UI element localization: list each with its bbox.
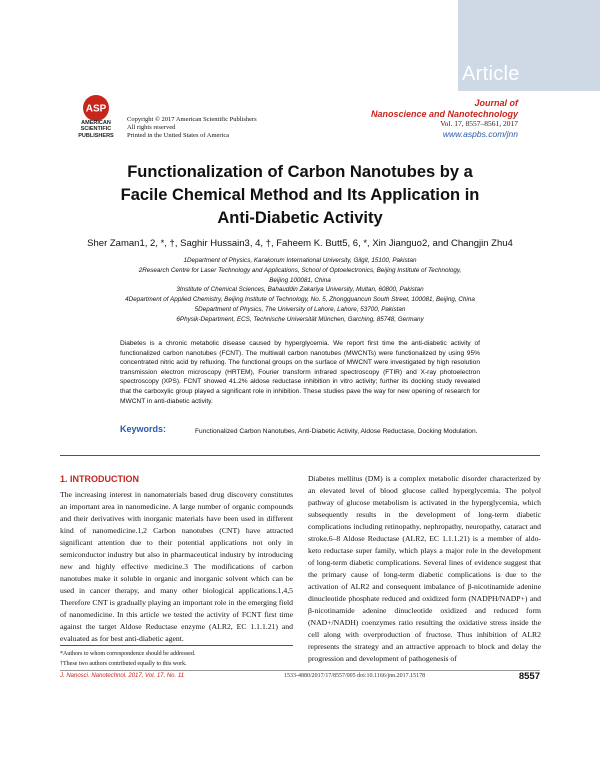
article-type-tab	[458, 0, 600, 91]
title-line: Functionalization of Carbon Nanotubes by a	[127, 163, 473, 181]
author-list: Sher Zaman1, 2, *, †, Saghir Hussain3, 4, †, Faheem K. Butt5, 6, *, Xin Jianguo2, and Changjin Zhu4	[87, 238, 513, 249]
affiliation-line: 1Department of Physics, Karakorum International University, Gilgit, 15100, Pakistan	[183, 257, 417, 264]
affiliation-line: 5Department of Physics, The University of Lahore, Lahore, 53700, Pakistan	[194, 305, 406, 313]
footnote-correspondence: *Authors to whom correspondence should be addressed.	[60, 651, 196, 657]
affiliation-line: Beijing 100081, China	[269, 276, 331, 284]
logo-text: ASP	[85, 103, 107, 115]
footer-doi: 1533-4880/2017/17/8557/005 doi:10.1166/jnn.2017.15178	[284, 673, 426, 679]
article-type-label: Article	[462, 63, 520, 85]
volume-info: Vol. 17, 8557–8561, 2017	[440, 119, 518, 128]
footer-divider	[60, 670, 540, 671]
copyright-notice	[127, 116, 257, 140]
publisher-name: AMERICAN SCIENTIFIC PUBLISHERS	[78, 120, 114, 139]
section-divider	[60, 455, 540, 456]
journal-url-link[interactable]: www.aspbs.com/jnn	[442, 129, 518, 139]
journal-name-line1: Journal of	[474, 98, 518, 108]
footer-citation: J. Nanosci. Nanotechnol. 2017, Vol. 17, No. 11	[60, 673, 185, 679]
journal-name-line2: Nanoscience and Nanotechnology	[370, 108, 518, 119]
copyright-line: Copyright © 2017 American Scientific Publishers	[127, 116, 257, 123]
affiliation-line: 3Institute of Chemical Sciences, Bahauddin Zakariya University, Multan, 60800, Pakistan	[176, 286, 424, 294]
left-column	[60, 473, 293, 645]
keywords-text: Functionalized Carbon Nanotubes, Anti-Diabetic Activity, Aldose Reductase, Docking Modulation.	[195, 428, 478, 435]
keywords-label: Keywords:	[120, 424, 167, 434]
affiliation-line: 4Department of Applied Chemistry, Beijing Institute of Technology, No. 5, Zhongguancun South Street, 100081, Beijing, China	[125, 296, 475, 304]
title-line: Anti-Diabetic Activity	[217, 209, 383, 227]
rights-line: All rights reserved	[127, 124, 176, 131]
intro-paragraph-left: The increasing interest in nanomaterials based drug discovery constitutes an important area in nanomedicine. A large number of organic compounds and their derivatives with inorganic materials have been used in different kind of nanomedicine.1,2 Carbon nanotubes (CNT) have attracted significant attention due to their potential applications not only in semiconductor industry but also in pharmaceutical industry by introducing new and highly effective medicine.3 The modifications of carbon nanotubes make it soluble in organic and inorganic solvent which can be used in cancer therapy, and many other biological applications.1,4,5 Therefore CNT is gradually playing an important role in the emerging field of nanomedicine. In this article we tested the activity of FCNT first time against the target Aldose Reductase enzyme (ALR2, EC 1.1.1.21) and evaluated as for best anti-diabetic agent.	[60, 490, 293, 643]
printed-line: Printed in the United States of America	[127, 132, 230, 139]
affiliation-line: 2Research Centre for Laser Technology and Applications, School of Optoelectronics, Beijing Institute of Technology,	[138, 266, 462, 274]
footnote-equal-contribution: †These two authors contributed equally to this work.	[60, 661, 187, 667]
affiliation-line: 6Physik-Department, ECS, Technische Universität München, Garching, 85748, Germany	[176, 315, 424, 323]
section-heading: 1. INTRODUCTION	[60, 474, 140, 484]
keywords-block	[120, 425, 480, 435]
abstract: Diabetes is a chronic metabolic disease caused by hyperglycemia. We report first time the anti-diabetic activity of functionalized carbon nanotubes (FCNT). The multiwall carbon nanotubes (MWCNTs) were functionalized by using 95% concentrated nitric acid by refluxing. The functional groups on the surface of MWCNT were investigated by high resolution transmission electron microscopy (HRTEM), Fourier transform infrared spectroscopy (FTIR) and X-ray photoelectron spectroscopy (XPS). FCNT showed 41.2% aldose reductase inhibition in vitro activity; further its docking study revealed that the carboxylic group played a significant role in inhibition. These studies pave the way for new opening of research for MWCNT in anti-diabetic activity.	[120, 340, 480, 405]
intro-paragraph-right: Diabetes mellitus (DM) is a complex metabolic disorder characterized by an elevated level of blood glucose called hyperglycemia. The polyol pathway of glucose metabolism is activated in the hyperglycemia, which subsequently results in the development of long-term diabetic complications including retinopathy, nephropathy, neuropathy, cataract and stroke.6–8 Aldose Reductase (ALR2, EC 1.1.1.21) is a member of aldo-keto reductase super family, which plays a major role in the development of long-term diabetic complications. Several lines of evidence suggest that the primary cause of long-term diabetic complications is due to the activation of ALR2 and consequent imbalance of β-nicotinamide adenine dinucleotide phosphate reduced and oxidized form (NADPH/NADP+) and β-nicotinamide adenine dinucleotide oxidized and reduced form (NAD+/NADH) coenzymes ratio resulting the oxidative stress inside the cell along with overproduction of fructose. Thus inhibition of ALR2 represents the strategy and an attractive approach to block and delay the progression and development of pathogenesis of	[308, 474, 541, 663]
right-column	[308, 473, 541, 665]
page-number: 8557	[518, 671, 540, 682]
title-line: Facile Chemical Method and Its Application in	[120, 186, 480, 204]
affiliations	[60, 256, 540, 325]
footnotes	[60, 645, 293, 669]
journal-info	[371, 98, 518, 140]
paper-title	[60, 161, 540, 230]
